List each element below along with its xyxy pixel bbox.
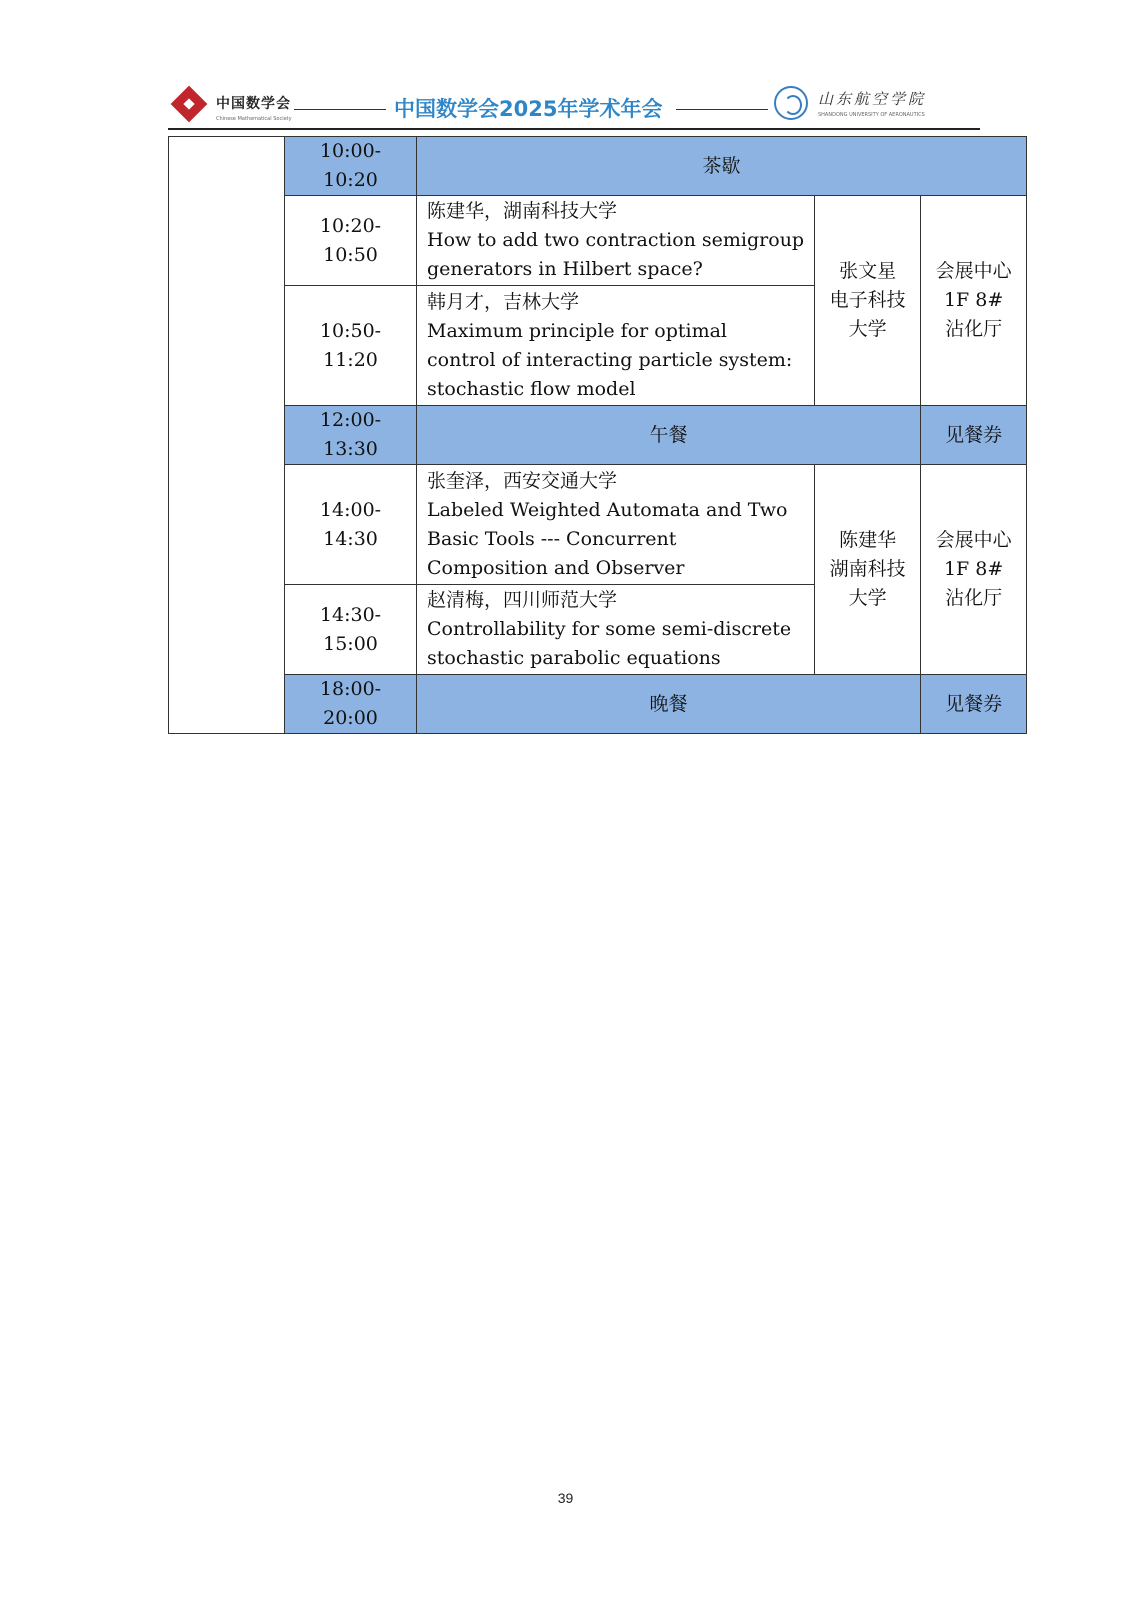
meal-ticket-note: 见餐券 [921,675,1027,734]
talk-title-line: Composition and Observer [427,556,685,579]
tea-break-label: 茶歇 [417,137,1027,196]
sua-logo-name: 山东航空学院 [818,90,927,108]
sua-logo [774,84,980,126]
chair-affiliation-line: 电子科技 [829,289,906,311]
time-cell: 10:20-10:50 [285,196,417,286]
talk-title-line: Labeled Weighted Automata and Two [427,498,788,521]
chair-affiliation-line: 大学 [848,318,887,340]
venue-line: 沾化厅 [945,587,1003,609]
talk-row [169,196,1027,286]
sua-emblem-icon [774,86,808,120]
page-number: 39 [557,1490,574,1506]
talk-title-line: How to add two contraction semigroup [427,229,805,251]
lunch-label: 午餐 [417,406,921,465]
talk-cell [417,196,815,286]
talk-cell [417,585,815,675]
header-divider [168,128,980,130]
chair-affiliation-line: 湖南科技 [829,558,906,580]
talk-title-line: stochastic parabolic equations [427,647,721,669]
talk-row [169,465,1027,585]
talk-cell [417,465,815,585]
venue-line: 1F 8# [943,558,1004,580]
talk-title-line: stochastic flow model [427,377,636,400]
lunch-row [169,406,1027,465]
venue-cell [921,465,1027,675]
cms-logo-english: Chinese Mathematical Society [216,116,292,122]
time-cell: 14:00-14:30 [285,465,417,585]
time-cell: 12:00-13:30 [285,406,417,465]
talk-title-line: Basic Tools --- Concurrent [427,527,677,550]
venue-line: 沾化厅 [945,318,1003,340]
chair-cell [815,196,921,406]
venue-line: 1F 8# [943,289,1004,311]
page-header [168,84,980,130]
schedule-table [168,136,1027,734]
dinner-row [169,675,1027,734]
chair-name: 陈建华 [839,529,897,551]
time-cell: 10:00-10:20 [285,137,417,196]
cms-logo [176,88,296,128]
venue-line: 会展中心 [935,260,1012,282]
time-cell: 10:50-11:20 [285,286,417,406]
talk-speaker: 陈建华，湖南科技大学 [427,200,618,222]
header-title: 中国数学会2025年学术年会 [394,97,663,121]
talk-title-line: Controllability for some semi-discrete [427,618,792,640]
date-cell [169,137,285,734]
venue-cell [921,196,1027,406]
header-rule-left [294,109,386,110]
meal-ticket-note: 见餐券 [921,406,1027,465]
sua-logo-english: SHANDONG UNIVERSITY OF AERONAUTICS [818,112,925,118]
header-rule-right [676,109,768,110]
talk-speaker: 张奎泽，西安交通大学 [427,469,618,492]
talk-title-line: control of interacting particle system: [427,348,793,371]
venue-line: 会展中心 [935,529,1012,551]
time-cell: 18:00-20:00 [285,675,417,734]
time-cell: 14:30-15:00 [285,585,417,675]
talk-speaker: 赵清梅，四川师范大学 [427,589,618,611]
talk-cell [417,286,815,406]
talk-speaker: 韩月才，吉林大学 [427,290,580,313]
cms-diamond-icon [171,86,208,123]
chair-affiliation-line: 大学 [848,587,887,609]
talk-title-line: Maximum principle for optimal [427,319,728,342]
tea-break-row [169,137,1027,196]
dinner-label: 晚餐 [417,675,921,734]
chair-cell [815,465,921,675]
cms-logo-name: 中国数学会 [216,96,291,112]
chair-name: 张文星 [839,260,897,282]
talk-title-line: generators in Hilbert space? [427,258,703,280]
